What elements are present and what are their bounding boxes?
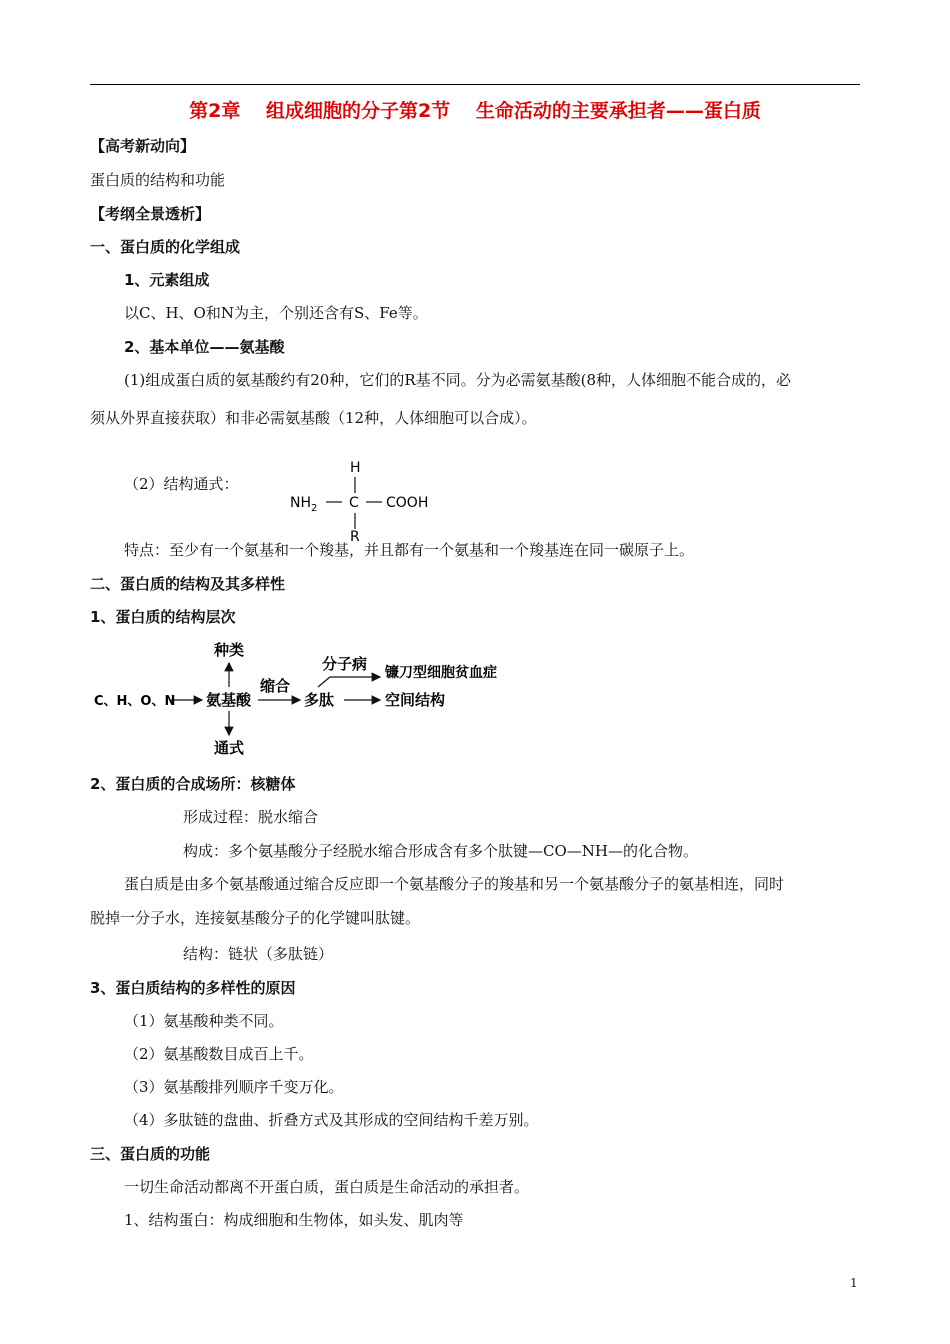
formula-nh2: $NH_2$ bbox=[290, 495, 318, 514]
diagram-condense: 缩合 bbox=[260, 677, 291, 695]
section-outline-heading: 【考纲全景透析】 bbox=[90, 205, 211, 223]
description-text-2: 脱掉一分子水，连接氨基酸分子的化学键叫肽键。 bbox=[90, 909, 421, 927]
heading-structure-diversity: 二、蛋白质的结构及其多样性 bbox=[90, 575, 286, 593]
process-text: 形成过程：脱水缩合 bbox=[183, 808, 319, 826]
protein-structure-diagram bbox=[90, 635, 550, 765]
amino-acid-text-2: 须从外界直接获取）和非必需氨基酸（12种，人体细胞可以合成）。 bbox=[90, 409, 537, 427]
heading-diversity-reasons: 3、蛋白质结构的多样性的原因 bbox=[90, 979, 296, 997]
functions-text: 一切生命活动都离不开蛋白质，蛋白质是生命活动的承担者。 bbox=[124, 1178, 530, 1196]
reason-item: （4）多肽链的盘曲、折叠方式及其形成的空间结构千差万别。 bbox=[124, 1111, 539, 1129]
diagram-formula: 通式 bbox=[214, 739, 245, 757]
structural-protein-text: 1、结构蛋白：构成细胞和生物体，如头发、肌肉等 bbox=[124, 1211, 464, 1229]
elements-text: 以C、H、O和N为主，个别还含有S、Fe等。 bbox=[124, 304, 428, 322]
diagram-spatial-structure: 空间结构 bbox=[385, 691, 446, 709]
heading-chemical-composition: 一、蛋白质的化学组成 bbox=[90, 238, 241, 256]
heading-structure-levels: 1、蛋白质的结构层次 bbox=[90, 608, 236, 626]
diagram-elements: C、H、O、N bbox=[94, 694, 176, 709]
formula-cooh: COOH bbox=[386, 495, 429, 511]
heading-functions: 三、蛋白质的功能 bbox=[90, 1145, 211, 1163]
header-rule bbox=[90, 84, 860, 85]
formula-r: R bbox=[350, 529, 360, 545]
page-title: 第2章 组成细胞的分子第2节 生命活动的主要承担者——蛋白质 bbox=[189, 100, 761, 122]
reason-item: （3）氨基酸排列顺序千变万化。 bbox=[124, 1078, 344, 1096]
diagram-disease: 分子病 bbox=[322, 655, 368, 673]
composition-text: 构成：多个氨基酸分子经脱水缩合形成含有多个肽键—CO—NH—的化合物。 bbox=[183, 842, 698, 860]
structure-text: 结构：链状（多肽链） bbox=[183, 945, 334, 963]
diagram-sickle-cell: 镰刀型细胞贫血症 bbox=[385, 665, 497, 681]
amino-acid-structural-formula bbox=[280, 455, 480, 545]
formula-label: （2）结构通式： bbox=[124, 475, 239, 493]
formula-h: H bbox=[350, 460, 361, 476]
reason-item: （2）氨基酸数目成百上千。 bbox=[124, 1045, 314, 1063]
diagram-kinds: 种类 bbox=[214, 641, 245, 659]
trends-text: 蛋白质的结构和功能 bbox=[90, 171, 226, 189]
heading-basic-unit: 2、基本单位——氨基酸 bbox=[124, 338, 285, 356]
heading-elements: 1、元素组成 bbox=[124, 271, 210, 289]
amino-acid-text-1: (1)组成蛋白质的氨基酸约有20种，它们的R基不同。分为必需氨基酸(8种，人体细胞不能合成的，必 bbox=[124, 371, 792, 389]
diagram-amino-acid: 氨基酸 bbox=[206, 691, 252, 709]
reason-item: （1）氨基酸种类不同。 bbox=[124, 1012, 284, 1030]
formula-c: C bbox=[349, 495, 359, 511]
page-number: 1 bbox=[850, 1276, 858, 1290]
feature-text: 特点：至少有一个氨基和一个羧基，并且都有一个氨基和一个羧基连在同一碳原子上。 bbox=[124, 541, 695, 559]
section-trends-heading: 【高考新动向】 bbox=[90, 137, 196, 155]
diagram-peptide: 多肽 bbox=[304, 691, 335, 709]
arrow-peptide-disease bbox=[318, 677, 330, 687]
heading-synthesis-site: 2、蛋白质的合成场所：核糖体 bbox=[90, 775, 296, 793]
description-text-1: 蛋白质是由多个氨基酸通过缩合反应即一个氨基酸分子的羧基和另一个氨基酸分子的氨基相连，同时 bbox=[124, 875, 785, 893]
